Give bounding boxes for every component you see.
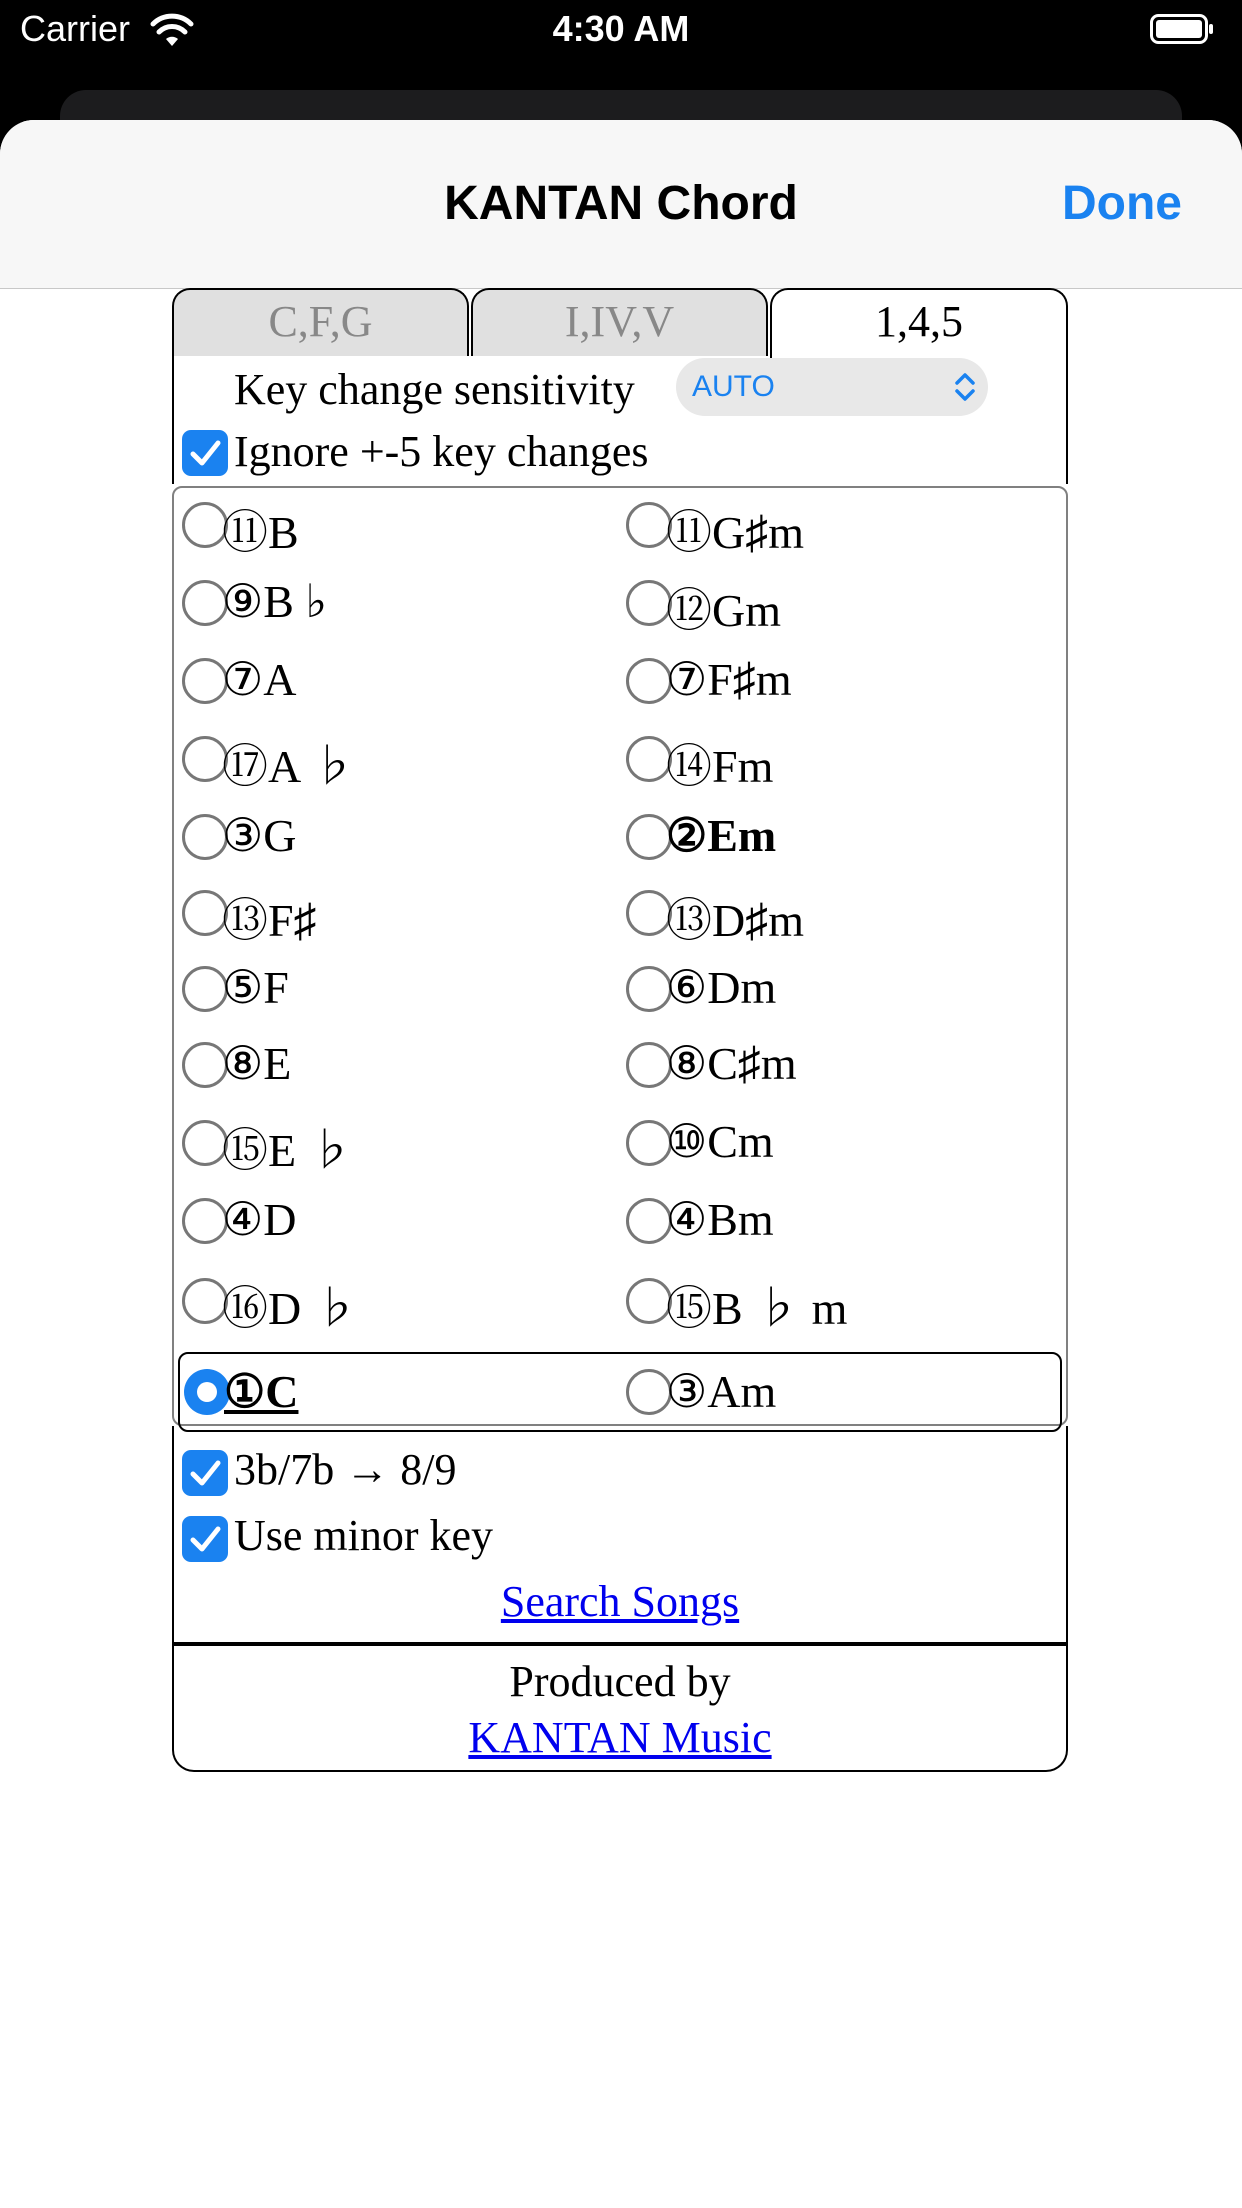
key-option-major[interactable]: ⑨B ♭ xyxy=(222,576,328,627)
key-option-major[interactable]: ⑰A ♭ xyxy=(222,741,357,792)
done-button[interactable]: Done xyxy=(1062,177,1182,230)
carrier-label: Carrier xyxy=(20,8,131,49)
content-area xyxy=(172,288,1068,1768)
key-option-minor[interactable]: ⑥Dm xyxy=(666,962,777,1013)
key-option-minor[interactable]: ④Bm xyxy=(666,1194,774,1245)
list-item xyxy=(174,800,1066,878)
kantan-music-link-text[interactable]: KANTAN Music xyxy=(468,1713,772,1762)
settings-area xyxy=(172,356,1068,484)
three-b-checkbox[interactable] xyxy=(182,1450,228,1496)
list-item xyxy=(174,1028,1066,1106)
key-option-selected[interactable]: ①C xyxy=(224,1366,299,1417)
minor-key-label: Use minor key xyxy=(234,1511,494,1560)
key-option-major[interactable]: ⑪B xyxy=(222,507,299,558)
list-item xyxy=(174,644,1066,722)
search-songs-link[interactable]: Search Songs xyxy=(500,1577,740,1626)
checkmark-icon xyxy=(182,1450,228,1496)
checkmark-icon xyxy=(182,1516,228,1562)
key-option-minor[interactable]: ⑩Cm xyxy=(666,1116,774,1167)
key-option-minor[interactable]: ⑬D♯m xyxy=(666,895,804,946)
key-option-minor[interactable]: ⑦F♯m xyxy=(666,654,792,705)
list-item xyxy=(174,1184,1066,1262)
key-option-minor[interactable]: ⑭Fm xyxy=(666,741,774,792)
key-option-minor[interactable]: ⑮B ♭ m xyxy=(666,1283,848,1334)
clock: 4:30 AM xyxy=(552,8,690,49)
tab-cfg[interactable]: C,F,G xyxy=(172,288,469,356)
key-option-major[interactable]: ⑧E xyxy=(222,1038,292,1089)
key-sensitivity-value: AUTO xyxy=(692,370,775,403)
ignore-checkbox[interactable] xyxy=(182,430,228,476)
chevron-updown-icon xyxy=(952,369,978,405)
key-option-major[interactable]: ⑤F xyxy=(222,962,289,1013)
list-item xyxy=(174,488,1066,566)
key-option-major[interactable]: ③G xyxy=(222,810,297,861)
ignore-label: Ignore +-5 key changes xyxy=(234,427,649,476)
list-item xyxy=(174,952,1066,1030)
options-area xyxy=(172,1426,1068,1642)
key-list xyxy=(172,486,1068,1426)
list-item xyxy=(174,722,1066,800)
key-option-minor[interactable]: ⑪G♯m xyxy=(666,507,804,558)
status-bar xyxy=(0,0,1242,88)
key-option-major[interactable]: ⑦A xyxy=(222,654,297,705)
key-option-minor[interactable]: ⑧C♯m xyxy=(666,1038,797,1089)
search-songs-wrap xyxy=(174,1576,1066,1627)
key-option-minor[interactable]: ⑫Gm xyxy=(666,585,781,636)
minor-key-checkbox[interactable] xyxy=(182,1516,228,1562)
footer xyxy=(172,1642,1068,1772)
kantan-music-link xyxy=(174,1712,1066,1763)
key-option-major[interactable]: ⑮E ♭ xyxy=(222,1125,354,1176)
tab-numbers[interactable]: 1,4,5 xyxy=(770,288,1068,362)
key-option-minor-relative[interactable]: ②Em xyxy=(666,810,777,861)
key-option-minor[interactable]: ③Am xyxy=(666,1366,777,1417)
key-sensitivity-select[interactable] xyxy=(676,358,988,416)
three-b-label: 3b/7b → 8/9 xyxy=(234,1445,457,1494)
navigation-bar xyxy=(0,120,1242,289)
list-item xyxy=(174,566,1066,644)
tab-roman[interactable]: I,IV,V xyxy=(471,288,768,356)
list-item xyxy=(174,1106,1066,1184)
list-item xyxy=(174,876,1066,954)
key-sensitivity-label: Key change sensitivity xyxy=(234,365,635,414)
checkmark-icon xyxy=(182,430,228,476)
battery-icon xyxy=(1150,14,1214,44)
page-title: KANTAN Chord xyxy=(444,177,798,230)
selected-key-row[interactable] xyxy=(178,1352,1062,1432)
list-item xyxy=(174,1264,1066,1342)
key-option-major[interactable]: ④D xyxy=(222,1194,297,1245)
key-option-major[interactable]: ⑬F♯ xyxy=(222,895,317,946)
key-option-major[interactable]: ⑯D ♭ xyxy=(222,1283,359,1334)
produced-by-label: Produced by xyxy=(509,1657,731,1706)
